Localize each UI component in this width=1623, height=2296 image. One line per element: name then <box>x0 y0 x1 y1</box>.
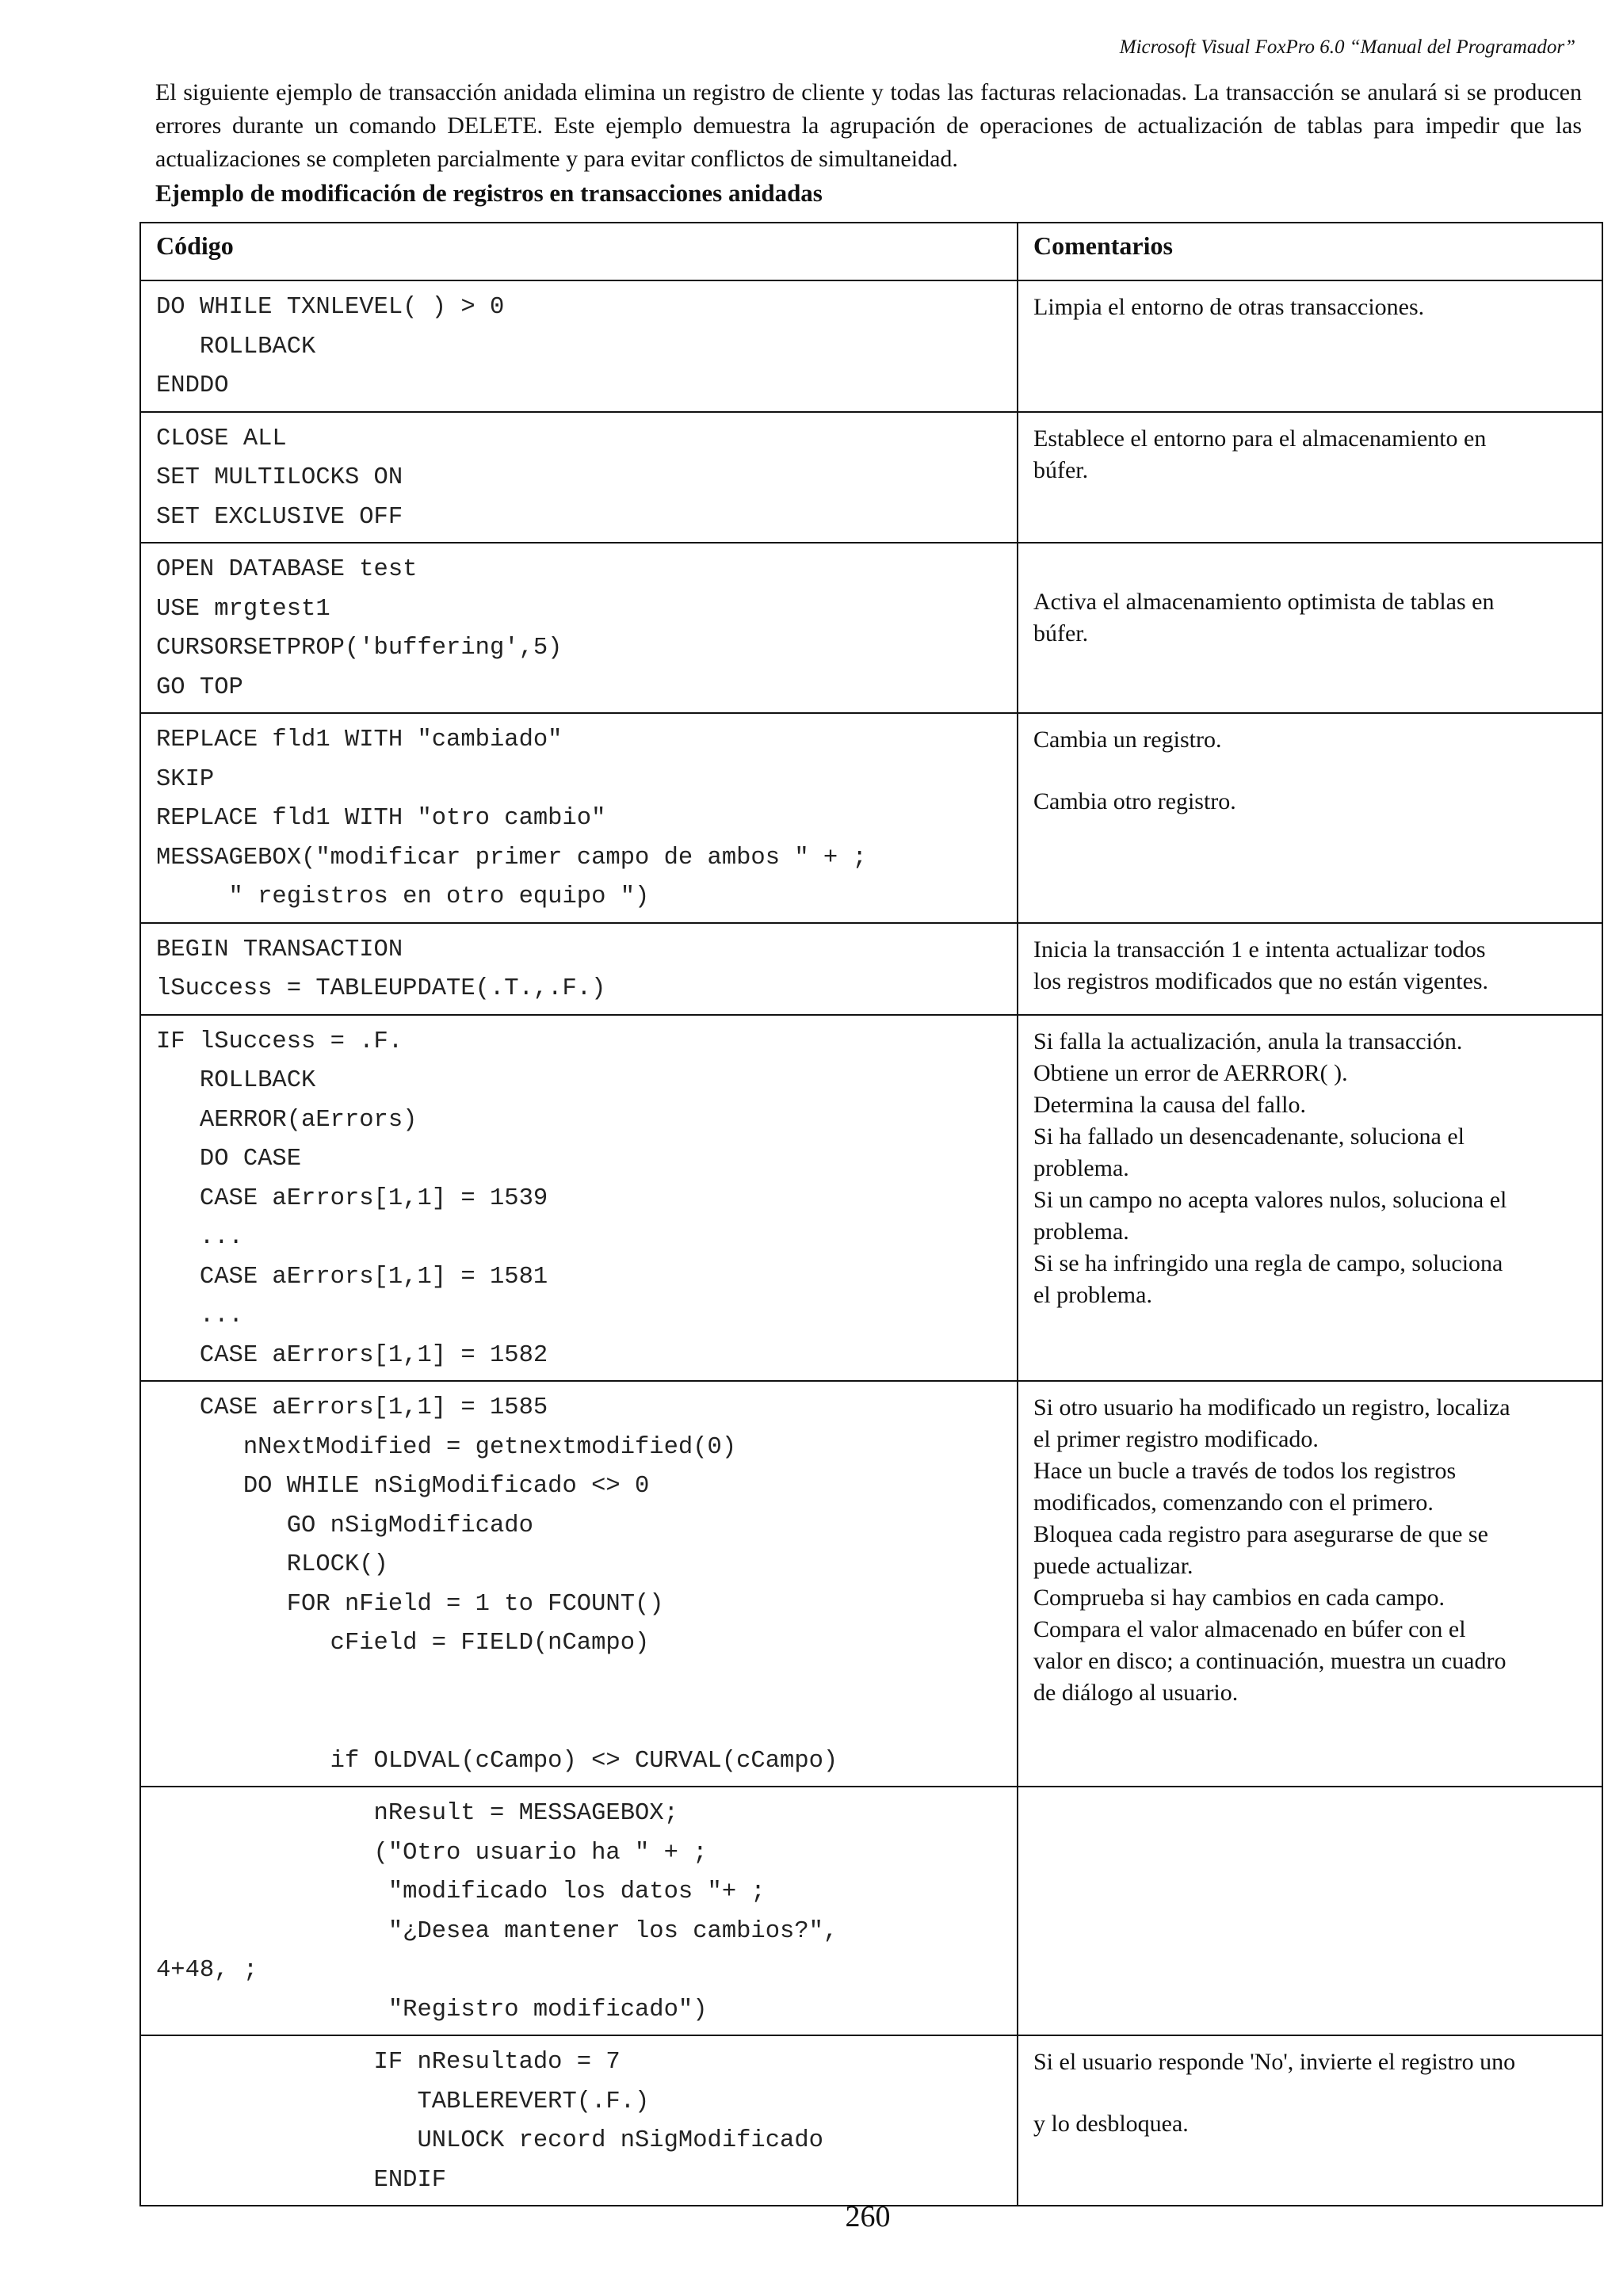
comment-cell <box>1018 1015 1602 1382</box>
code-line: USE mrgtest1 <box>156 595 330 623</box>
comment-cell <box>1018 412 1602 543</box>
comment-line: Comprueba si hay cambios en cada campo. <box>1033 1585 1445 1611</box>
comment-cell <box>1018 1381 1602 1787</box>
code-line: IF lSuccess = .F. <box>156 1028 403 1055</box>
comment-cell <box>1018 280 1602 412</box>
comment-cell <box>1018 713 1602 923</box>
comment-line: Determina la causa del fallo. <box>1033 1091 1307 1118</box>
code-line: ENDIF <box>156 2166 447 2194</box>
comment-line: Compara el valor almacenado en búfer con el <box>1033 1616 1466 1642</box>
code-line: lSuccess = TABLEUPDATE(.T.,.F.) <box>156 975 606 1002</box>
code-line: REPLACE fld1 WITH "cambiado" <box>156 727 563 753</box>
code-line: " registros en otro equipo ") <box>156 883 650 910</box>
code-line: CLOSE ALL <box>156 425 287 452</box>
code-line: 4+48, ; <box>156 1957 258 1984</box>
code-line: FOR nField = 1 to FCOUNT() <box>156 1590 664 1618</box>
comment-cell <box>1018 1787 1602 2035</box>
comment-line: Si el usuario responde 'No', invierte el registro uno <box>1033 2049 1516 2075</box>
comment-cell <box>1018 923 1602 1015</box>
table-header-row <box>140 223 1602 280</box>
comment-line: puede actualizar. <box>1033 1553 1193 1579</box>
table-row <box>140 1381 1602 1787</box>
code-cell <box>140 923 1018 1015</box>
code-line: ("Otro usuario ha " + ; <box>156 1839 708 1867</box>
code-line <box>156 1703 1017 1742</box>
code-line: nResult = MESSAGEBOX; <box>156 1800 678 1827</box>
comment-line: Activa el almacenamiento optimista de tablas en <box>1033 589 1495 615</box>
code-line: BEGIN TRANSACTION <box>156 936 403 963</box>
code-line: OPEN DATABASE test <box>156 556 418 583</box>
comment-line: Establece el entorno para el almacenamiento en <box>1033 425 1487 452</box>
comment-line: Hace un bucle a través de todos los registros <box>1033 1458 1457 1484</box>
code-line: "modificado los datos "+ ; <box>156 1878 766 1905</box>
comment-line: modificados, comenzando con el primero. <box>1033 1489 1434 1516</box>
comment-line: los registros modificados que no están vigentes. <box>1033 967 1489 994</box>
comment-line: Si ha fallado un desencadenante, soluciona el <box>1033 1123 1465 1150</box>
code-cell <box>140 280 1018 412</box>
code-cell <box>140 713 1018 923</box>
code-line: cField = FIELD(nCampo) <box>156 1630 650 1657</box>
comment-cell <box>1018 543 1602 713</box>
code-line: AERROR(aErrors) <box>156 1106 418 1134</box>
comment-line: Bloquea cada registro para asegurarse de que se <box>1033 1521 1488 1547</box>
code-line: SET EXCLUSIVE OFF <box>156 503 403 531</box>
code-cell <box>140 1381 1018 1787</box>
code-line: MESSAGEBOX("modificar primer campo de ambos " + ; <box>156 844 867 871</box>
code-line: RLOCK() <box>156 1551 388 1578</box>
code-line: DO CASE <box>156 1146 302 1173</box>
code-line: ... <box>156 1302 243 1329</box>
comment-line: Obtiene un error de AERROR( ). <box>1033 1059 1348 1086</box>
table-row <box>140 923 1602 1015</box>
comment-line: Si otro usuario ha modificado un registro, localiza <box>1033 1394 1510 1421</box>
code-line: CASE aErrors[1,1] = 1585 <box>156 1394 548 1421</box>
code-line: if OLDVAL(cCampo) <> CURVAL(cCampo) <box>156 1747 838 1775</box>
comment-line: Cambia un registro. <box>1033 727 1222 753</box>
code-comments-table <box>139 222 1603 2206</box>
comment-line: Inicia la transacción 1 e intenta actualizar todos <box>1033 936 1486 963</box>
comment-line: Cambia otro registro. <box>1033 788 1236 814</box>
comment-line: búfer. <box>1033 456 1089 483</box>
code-line: IF nResultado = 7 <box>156 2049 621 2076</box>
code-line: DO WHILE TXNLEVEL( ) > 0 <box>156 294 505 321</box>
column-header-code: Código <box>140 223 1018 280</box>
table-row <box>140 280 1602 412</box>
code-line: GO TOP <box>156 673 243 701</box>
comment-line: problema. <box>1033 1218 1129 1245</box>
code-line: SKIP <box>156 765 215 793</box>
code-line: SET MULTILOCKS ON <box>156 464 403 491</box>
code-cell <box>140 412 1018 543</box>
code-line: nNextModified = getnextmodified(0) <box>156 1433 737 1461</box>
code-line: UNLOCK record nSigModificado <box>156 2127 823 2154</box>
code-cell <box>140 2035 1018 2206</box>
comment-line: Si un campo no acepta valores nulos, soluciona el <box>1033 1186 1507 1213</box>
table-row <box>140 713 1602 923</box>
table-row <box>140 412 1602 543</box>
comment-line: el problema. <box>1033 1281 1152 1308</box>
code-line: ENDDO <box>156 372 229 399</box>
table-row <box>140 1787 1602 2035</box>
code-line: CASE aErrors[1,1] = 1539 <box>156 1184 548 1212</box>
table-row <box>140 543 1602 713</box>
code-line: "Registro modificado") <box>156 1996 708 2023</box>
comment-cell <box>1018 2035 1602 2206</box>
column-header-comments: Comentarios <box>1018 223 1602 280</box>
code-cell <box>140 1787 1018 2035</box>
intro-paragraph: El siguiente ejemplo de transacción anidada elimina un registro de cliente y todas las facturas relacionadas. La transacción se anulará si se producen errores durante un comando DELETE. Este ejemplo demuestra la agrupación de operaciones de actualización de tablas para impedir que las actualizaciones se completen parcialmente y para evitar conflictos de simultaneidad. <box>155 79 1582 172</box>
code-cell <box>140 543 1018 713</box>
code-line: "¿Desea mantener los cambios?", <box>156 1917 838 1945</box>
comment-line: y lo desbloquea. <box>1033 2111 1189 2137</box>
comment-line: el primer registro modificado. <box>1033 1426 1319 1452</box>
comment-line: Limpia el entorno de otras transacciones. <box>1033 294 1425 320</box>
comment-line: búfer. <box>1033 620 1089 646</box>
comment-line: Si falla la actualización, anula la transacción. <box>1033 1028 1463 1055</box>
comment-line: valor en disco; a continuación, muestra un cuadro <box>1033 1648 1507 1674</box>
code-line: GO nSigModificado <box>156 1512 533 1539</box>
code-line: ROLLBACK <box>156 1067 316 1094</box>
code-line: ... <box>156 1224 243 1251</box>
code-line: CASE aErrors[1,1] = 1582 <box>156 1341 548 1369</box>
page-number: 260 <box>845 2200 891 2233</box>
comment-line: Si se ha infringido una regla de campo, soluciona <box>1033 1249 1503 1276</box>
table-row <box>140 2035 1602 2206</box>
running-header: Microsoft Visual FoxPro 6.0 “Manual del Programador” <box>1119 36 1575 58</box>
comment-line: de diálogo al usuario. <box>1033 1680 1239 1706</box>
code-cell <box>140 1015 1018 1382</box>
code-line: DO WHILE nSigModificado <> 0 <box>156 1473 650 1500</box>
code-line: CASE aErrors[1,1] = 1581 <box>156 1263 548 1291</box>
code-line <box>156 1664 1017 1703</box>
code-line: ROLLBACK <box>156 333 316 360</box>
code-line: REPLACE fld1 WITH "otro cambio" <box>156 805 606 832</box>
section-heading: Ejemplo de modificación de registros en transacciones anidadas <box>155 179 823 207</box>
code-line: CURSORSETPROP('buffering',5) <box>156 635 563 662</box>
comment-line: problema. <box>1033 1154 1129 1181</box>
code-line: TABLEREVERT(.F.) <box>156 2088 650 2115</box>
table-row <box>140 1015 1602 1382</box>
